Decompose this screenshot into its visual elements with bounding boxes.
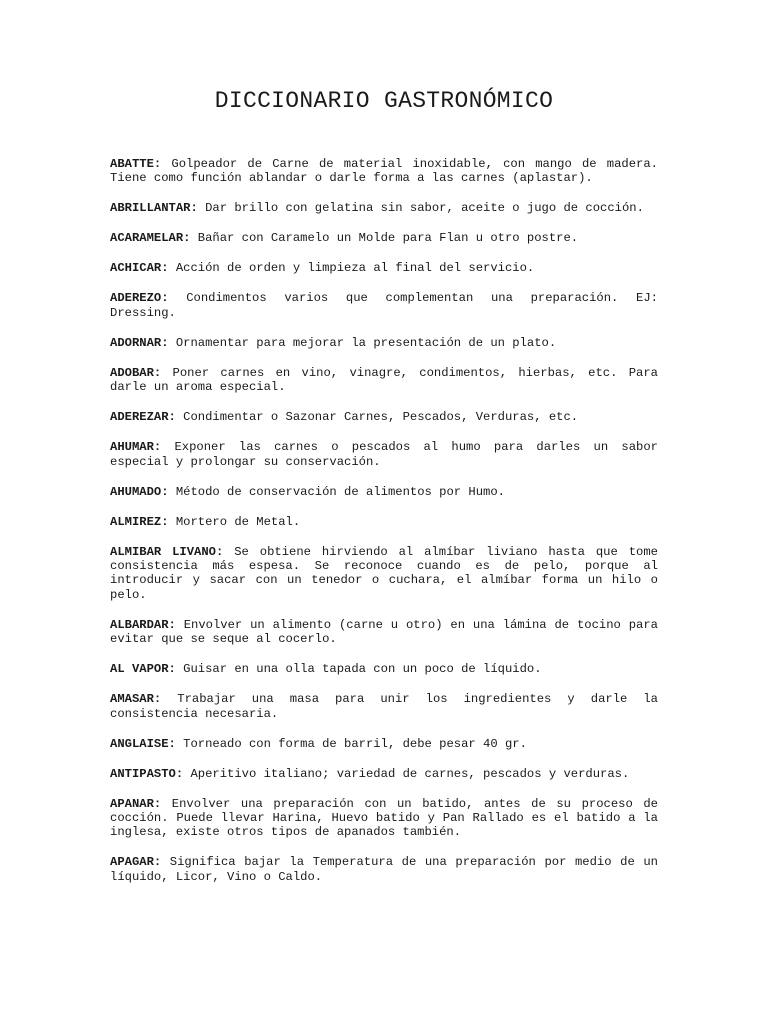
glossary-term: AHUMADO: [110,484,169,499]
glossary-term: ADORNAR: [110,335,169,350]
glossary-entry [110,767,658,781]
glossary-entry [110,545,658,603]
glossary-definition: Se obtiene hirviendo al almíbar liviano hasta que tome consistencia más espesa. Se reconoce cuando es de pelo, porque al introducir y sacar con un tenedor o cuchara, el almíbar forma un hilo o pelo. [110,544,658,602]
glossary-entry [110,485,658,499]
glossary-definition: Trabajar una masa para unir los ingredientes y darle la consistencia necesaria. [110,692,658,721]
glossary-entry [110,366,658,395]
glossary-term: AHUMAR: [110,440,162,455]
glossary-definition: Exponer las carnes o pescados al humo para darles un sabor especial y prolongar su conservación. [110,440,658,469]
glossary-definition: Ornamentar para mejorar la presentación de un plato. [175,335,557,350]
glossary-term: APANAR: [110,796,162,811]
glossary-term: ADEREZAR: [110,410,176,425]
glossary-list [110,157,658,900]
glossary-definition: Significa bajar la Temperatura de una preparación por medio de un líquido, Licor, Vino o Caldo. [110,855,658,884]
glossary-entry [110,231,658,245]
glossary-term: ABATTE: [110,157,162,171]
glossary-term: AL VAPOR: [110,662,176,677]
glossary-entry [110,618,658,647]
glossary-entry [110,440,658,469]
glossary-term: ADEREZO: [110,291,169,306]
glossary-definition: Dar brillo con gelatina sin sabor, aceite o jugo de cocción. [205,201,644,216]
glossary-term: ALMIBAR LIVANO: [110,544,224,559]
glossary-definition: Condimentos varios que complementan una preparación. EJ: Dressing. [110,291,658,320]
glossary-definition: Bañar con Caramelo un Molde para Flan u otro postre. [197,231,579,246]
glossary-definition: Torneado con forma de barril, debe pesar 40 gr. [183,736,527,751]
glossary-definition: Poner carnes en vino, vinagre, condimentos, hierbas, etc. Para darle un aroma especial. [110,365,658,395]
glossary-term: APAGAR: [110,855,162,870]
glossary-entry [110,261,658,275]
glossary-term: ACHICAR: [110,261,169,276]
glossary-entry [110,157,658,186]
page-title: DICCIONARIO GASTRONÓMICO [214,88,554,114]
glossary-entry [110,410,658,424]
glossary-term: ALMIREZ: [110,514,169,529]
glossary-entry [110,737,658,751]
glossary-term: ABRILLANTAR: [110,201,198,216]
glossary-entry [110,291,658,320]
glossary-definition: Guisar en una olla tapada con un poco de líquido. [183,662,542,677]
glossary-entry [110,515,658,529]
glossary-term: ACARAMELAR: [110,231,191,246]
glossary-term: ADOBAR: [110,365,162,380]
glossary-definition: Golpeador de Carne de material inoxidable, con mango de madera. Tiene como función ablandar o darle forma a las carnes (aplastar). [110,157,658,186]
glossary-definition: Acción de orden y limpieza al final del servicio. [175,261,535,276]
glossary-term: ANGLAISE: [110,736,176,751]
glossary-entry [110,336,658,350]
glossary-entry [110,662,658,676]
glossary-definition: Envolver un alimento (carne u otro) en una lámina de tocino para evitar que se seque al cocerlo. [110,617,658,647]
glossary-entry [110,855,658,884]
glossary-term: AMASAR: [110,692,162,707]
glossary-definition: Aperitivo italiano; variedad de carnes, pescados y verduras. [190,766,630,781]
glossary-definition: Condimentar o Sazonar Carnes, Pescados, Verduras, etc. [183,410,579,425]
glossary-entry [110,797,658,840]
glossary-term: ANTIPASTO: [110,766,184,781]
glossary-entry [110,692,658,721]
glossary-definition: Método de conservación de alimentos por Humo. [175,484,505,499]
glossary-term: ALBARDAR: [110,617,176,632]
glossary-definition: Mortero de Metal. [175,514,301,529]
glossary-definition: Envolver una preparación con un batido, antes de su proceso de cocción. Puede llevar Harina, Huevo batido y Pan Rallado es el batido a la inglesa, existe otros tipos de apanados también. [110,796,658,840]
glossary-entry [110,201,658,215]
